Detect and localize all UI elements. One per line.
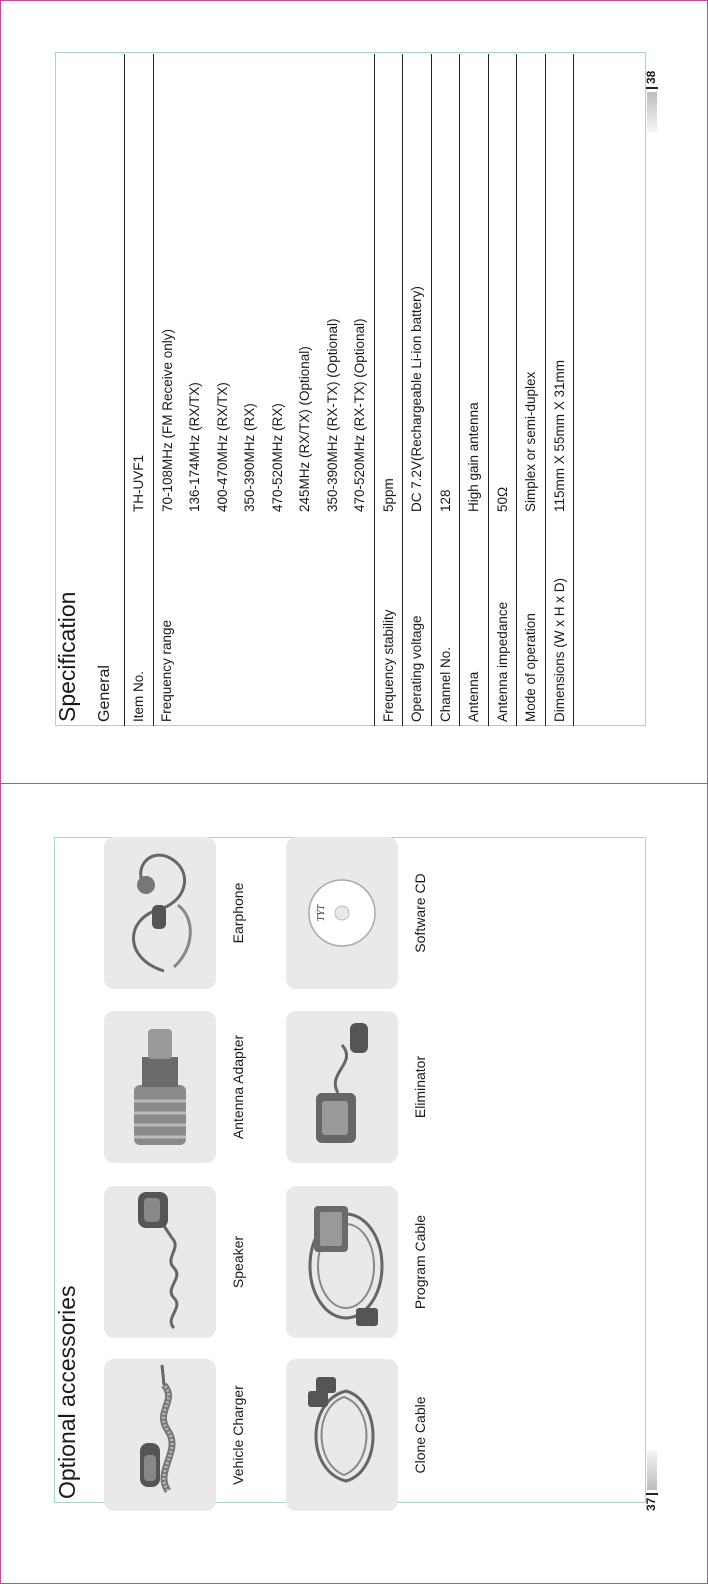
- table-row: [431, 54, 460, 726]
- accessory-image-clone-cable: [286, 1359, 398, 1511]
- spec-value: 115mm X 55mm X 31mm: [545, 54, 574, 512]
- spec-value: TH-UVF1: [125, 54, 154, 512]
- accessory-label-speaker: Speaker: [230, 1235, 246, 1289]
- spec-value: 470-520MHz (RX-TX) (Optional): [352, 318, 368, 512]
- table-row: [488, 54, 517, 726]
- page-title: Optional accessories: [54, 1285, 80, 1499]
- clone-cable-icon: [286, 1359, 398, 1511]
- page-number-left: 37: [644, 1450, 658, 1511]
- accessory-label-earphone: Earphone: [230, 882, 246, 944]
- accessory-label-program-cable: Program Cable: [412, 1214, 428, 1310]
- page-number-right: 38: [644, 71, 658, 132]
- accessory-image-antenna-adapter: [104, 1011, 216, 1163]
- accessory-label-eliminator: Eliminator: [412, 1055, 428, 1119]
- page-specification: [0, 0, 708, 782]
- section-heading: General: [96, 665, 113, 722]
- spec-value: 350-390MHz (RX): [242, 403, 258, 512]
- spec-label: Dimensions (W x H x D): [545, 512, 574, 726]
- vehicle-charger-icon: [104, 1359, 216, 1511]
- speaker-mic-icon: [104, 1186, 216, 1338]
- accessory-image-vehicle-charger: [104, 1359, 216, 1511]
- spec-label: Item No.: [125, 512, 154, 726]
- spec-value: 470-520MHz (RX): [269, 403, 285, 512]
- eliminator-icon: [286, 1011, 398, 1163]
- spec-label: Frequency stability: [374, 512, 403, 726]
- table-row: [374, 54, 403, 726]
- antenna-adapter-icon: [104, 1011, 216, 1163]
- spec-label: Channel No.: [431, 512, 460, 726]
- spec-value: 50Ω: [488, 54, 517, 512]
- spec-value: 70-108MHz (FM Receive only): [153, 54, 181, 512]
- accessory-label-antenna-adapter: Antenna Adapter: [230, 1034, 246, 1140]
- spec-label: Antenna impedance: [488, 512, 517, 726]
- spec-label: Operating voltage: [403, 512, 432, 726]
- spec-value: DC 7.2V(Rechargeable Li-ion battery): [403, 54, 432, 512]
- spec-label: Mode of operation: [517, 512, 546, 726]
- spec-value: 136-174MHz (RX/TX): [187, 382, 203, 512]
- accessory-label-vehicle-charger: Vehicle Charger: [230, 1385, 246, 1485]
- table-row: [460, 54, 489, 726]
- page-optional-accessories: [0, 801, 708, 1583]
- spec-value: 245MHz (RX/TX) (Optional): [297, 346, 313, 512]
- spec-value: High gain antenna: [460, 54, 489, 512]
- program-cable-icon: [286, 1186, 398, 1338]
- accessory-image-speaker: [104, 1186, 216, 1338]
- spec-label: Frequency range: [153, 512, 374, 726]
- spec-value: 5ppm: [374, 54, 403, 512]
- page-title: Specification: [54, 591, 80, 722]
- table-row: [153, 54, 181, 726]
- spec-value: 350-390MHz (RX-TX) (Optional): [324, 318, 340, 512]
- accessory-label-clone-cable: Clone Cable: [412, 1396, 428, 1474]
- software-cd-icon: [286, 837, 398, 989]
- accessory-image-earphone: [104, 837, 216, 989]
- table-row: [517, 54, 546, 726]
- accessory-image-software-cd: [286, 837, 398, 989]
- specification-table: [124, 54, 574, 726]
- accessory-label-software-cd: Software CD: [412, 873, 428, 953]
- spec-value: 400-470MHz (RX/TX): [214, 382, 230, 512]
- cd-logo-text: TYT: [316, 904, 327, 922]
- spec-value: 128: [431, 54, 460, 512]
- table-row: [125, 54, 154, 726]
- accessory-image-eliminator: [286, 1011, 398, 1163]
- spec-label: Antenna: [460, 512, 489, 726]
- accessory-image-program-cable: [286, 1186, 398, 1338]
- table-row: [403, 54, 432, 726]
- table-row: [545, 54, 574, 726]
- earphone-icon: [104, 837, 216, 989]
- spec-value: Simplex or semi-duplex: [517, 54, 546, 512]
